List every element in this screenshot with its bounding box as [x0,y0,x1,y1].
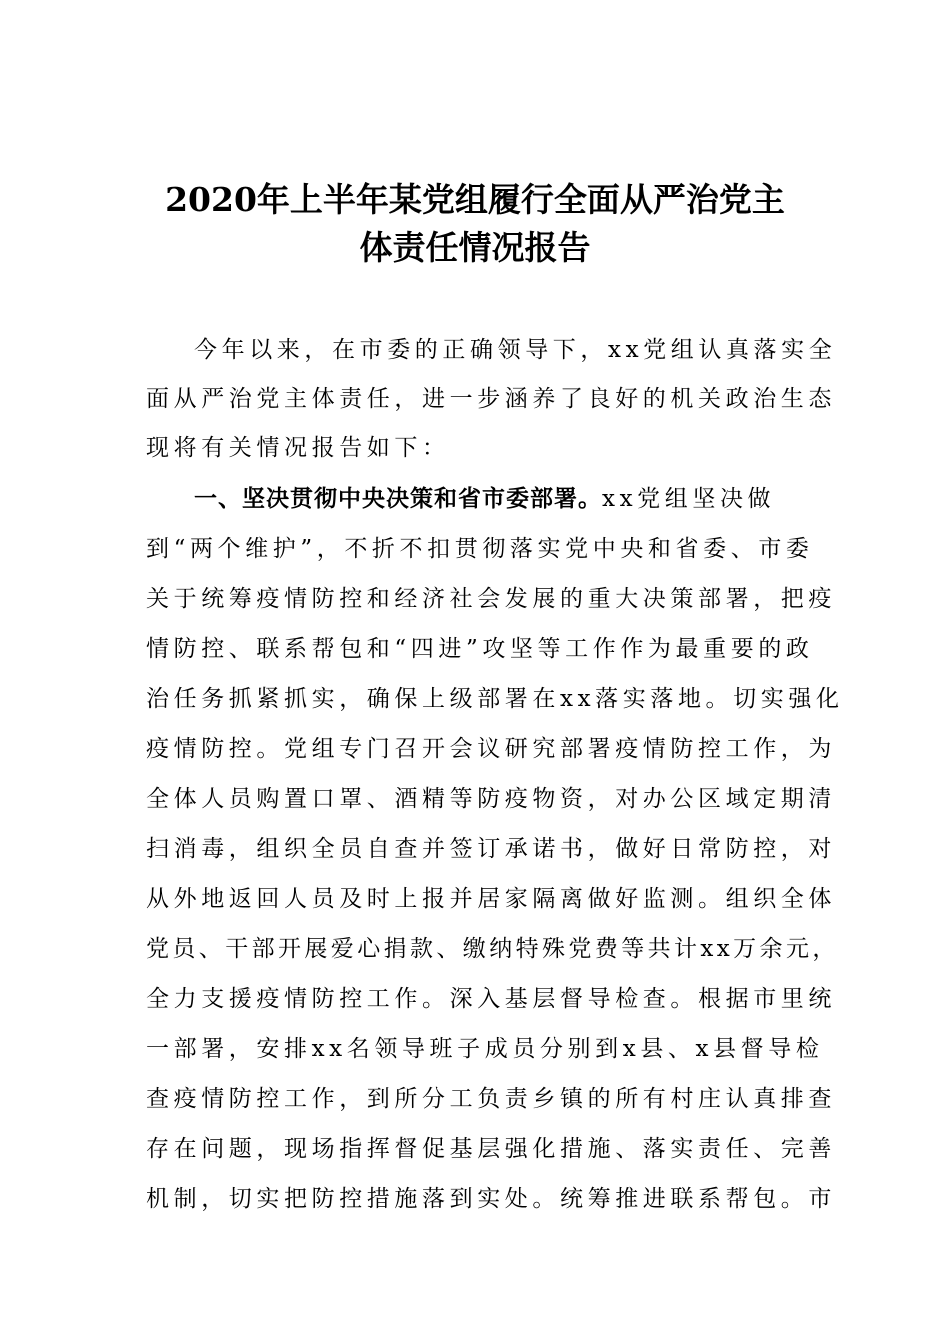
body-line: 机制，切实把防控措施落到实处。统筹推进联系帮包。市 [146,1186,836,1212]
body-line: 扫消毒，组织全员自查并签订承诺书，做好日常防控，对 [146,836,836,862]
body-line: 情防控、联系帮包和“四进”攻坚等工作作为最重要的政 [146,636,814,662]
document-title-line-1: 2020年上半年某党组履行全面从严治党主 [165,180,785,219]
body-line: 从外地返回人员及时上报并居家隔离做好监测。组织全体 [146,886,836,912]
document-title-line-2: 体责任情况报告 [359,228,591,267]
body-line: 查疫情防控工作，到所分工负责乡镇的所有村庄认真排查 [146,1086,836,1112]
intro-line: 今年以来，在市委的正确领导下，xx党组认真落实全 [194,337,837,363]
body-line: 疫情防控。党组专门召开会议研究部署疫情防控工作，为 [146,736,836,762]
body-line: 全力支援疫情防控工作。深入基层督导检查。根据市里统 [146,986,836,1012]
body-line: 全体人员购置口罩、酒精等防疫物资，对办公区域定期清 [146,786,836,812]
body-line: 党员、干部开展爱心捐款、缴纳特殊党费等共计xx万余元， [146,936,839,962]
body-line: 关于统筹疫情防控和经济社会发展的重大决策部署，把疫 [146,586,836,612]
body-line: 存在问题，现场指挥督促基层强化措施、落实责任、完善 [146,1136,836,1162]
section-1-heading: 一、坚决贯彻中央决策和省市委部署。 [194,486,602,512]
intro-line: 现将有关情况报告如下： [146,435,450,461]
body-line: 一部署，安排xx名领导班子成员分别到x县、x县督导检 [146,1036,824,1062]
body-line: 到“两个维护”，不折不扣贯彻落实党中央和省委、市委 [146,536,814,562]
section-1-first-line [194,483,775,515]
section-1-first-line-text: xx党组坚决做 [602,486,776,512]
intro-line: 面从严治党主体责任，进一步涵养了良好的机关政治生态 [146,386,836,412]
body-line: 治任务抓紧抓实，确保上级部署在xx落实落地。切实强化 [146,686,844,712]
